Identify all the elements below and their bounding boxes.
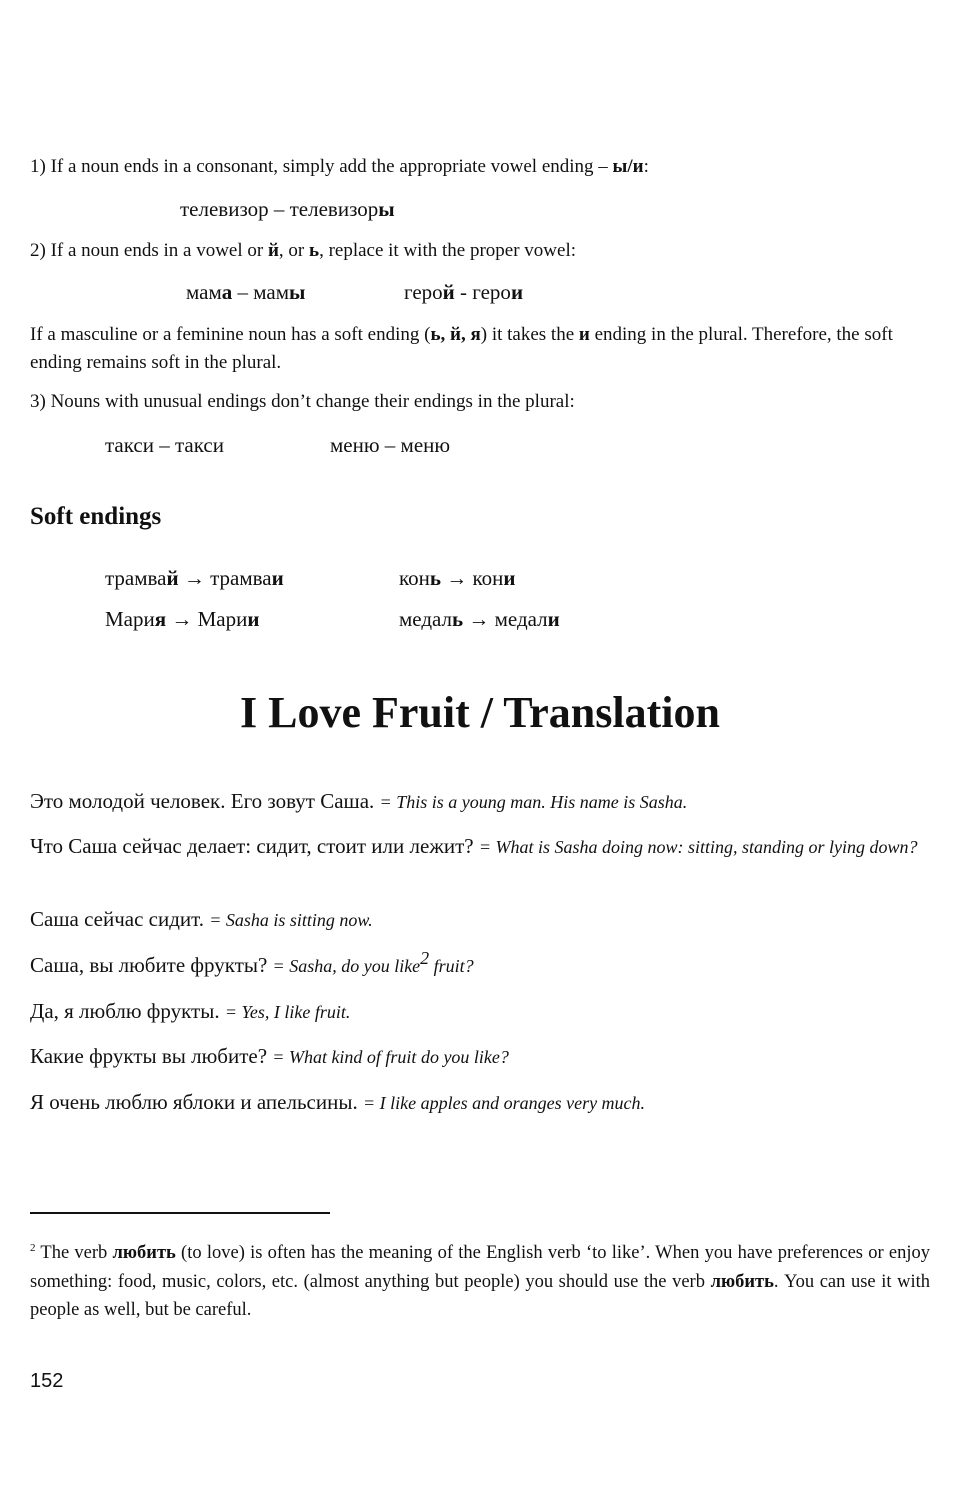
footnote: $^2$ The verb любить (to love) is often has the meaning of the English verb ‘to like’. When you have preferences or enjoy something: food, music, colors, etc. (almost anything but people) you should use the verb любить. You can use it with people as well, but be careful. [30,1241,930,1320]
dialogue-line: Какие фрукты вы любите? = What kind of fruit do you like? [30,1044,509,1068]
example-consonant: телевизор – телевизоры [180,197,395,221]
soft-ending-item: конь → кони [399,566,516,590]
example-vowel-1: мама – мамы [186,280,306,304]
footnote-number: 2 [30,1241,36,1254]
soft-ending-item: Мария → Марии [105,607,260,631]
example-unusual-1: такси – такси [105,433,224,457]
example-vowel-2: герой - герои [404,280,524,304]
dialogue-line: Саша, вы любите фрукты? = Sasha, do you like$^2$ fruit? [30,948,474,977]
footnote-ref[interactable]: 2 [420,948,430,968]
dialogue-line: Да, я люблю фрукты. = Yes, I like fruit. [30,999,351,1023]
soft-ending-item: медаль → медали [399,607,560,631]
example-unusual-2: меню – меню [330,433,451,457]
section-title: I Love Fruit / Translation [240,688,720,737]
page-number: 152 [30,1370,64,1392]
soft-ending-item: трамвай → трамваи [105,566,284,590]
rule-3: 3) Nouns with unusual endings don’t change their endings in the plural: [30,391,575,412]
dialogue-line: Я очень люблю яблоки и апельсины. = I like apples and oranges very much. [30,1090,646,1114]
footnote-separator [30,1212,330,1214]
soft-ending-note: If a masculine or a feminine noun has a soft ending (ь, й, я) it takes the и ending in the plural. Therefore, the soft ending remains soft in the plural. [30,324,893,373]
soft-endings-heading: Soft endings [30,503,162,530]
rule-1: 1) If a noun ends in a consonant, simply add the appropriate vowel ending – ы/и: [30,156,649,177]
dialogue-line: Это молодой человек. Его зовут Саша. = This is a young man. His name is Sasha. [30,789,688,813]
dialogue-line: Что Саша сейчас делает: сидит, стоит или лежит? = What is Sasha doing now: sitting, standing or lying down? [30,834,918,858]
dialogue-line: Саша сейчас сидит. = Sasha is sitting now. [30,907,373,931]
rule-2: 2) If a noun ends in a vowel or й, or ь, replace it with the proper vowel: [30,240,576,261]
